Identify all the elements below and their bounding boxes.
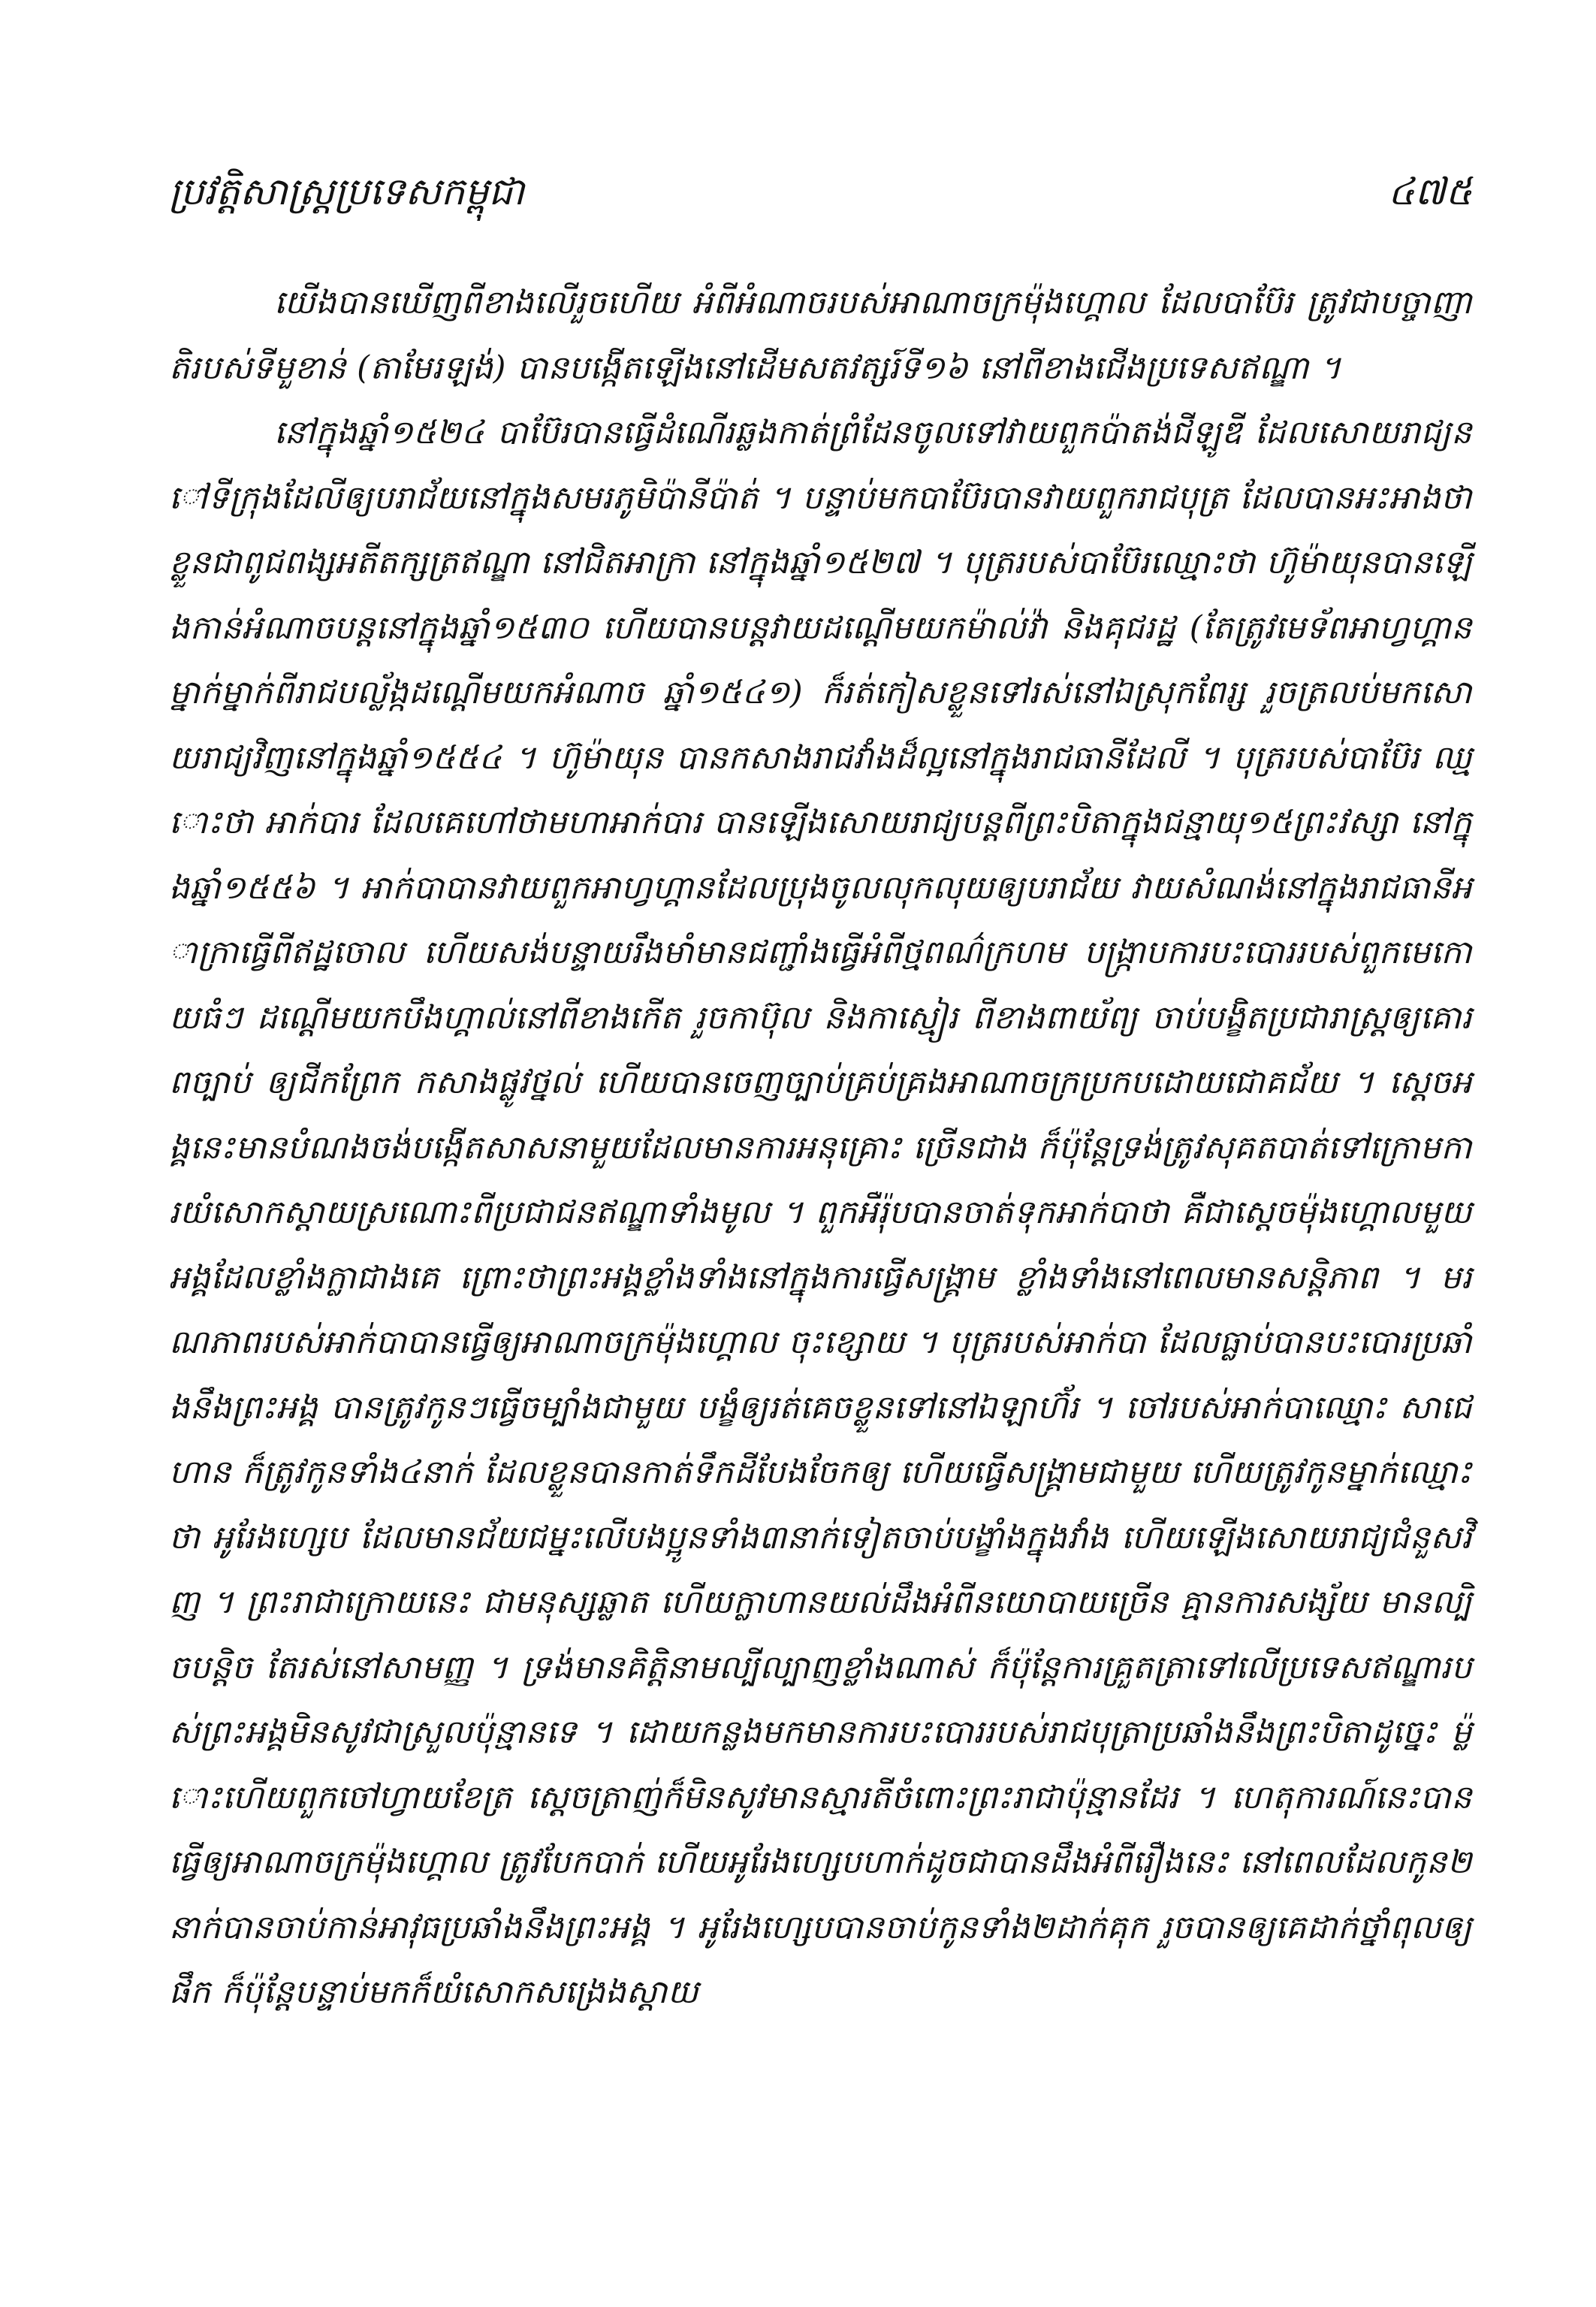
body-text (169, 270, 1472, 2025)
paragraph-main: នៅក្នុងឆ្នាំ១៥២៤ បាប៊ែរបានធ្វើដំណើរឆ្លងកាត់ព្រំដែនចូលទៅវាយពួកប៉ាតង់ជីឡូឌី ដែលសោយរាជ្យនៅទីក្រុងដែលីឲ្យបរាជ័យនៅក្នុងសមរភូមិប៉ានីប៉ាត់ ។ បន្ទាប់មកបាប៊ែរបានវាយពួករាជបុត្រ ដែលបានអះអាងថា ខ្លួនជាពូជពង្សអតីតក្សត្រឥណ្ឌា នៅជិតអាក្រា នៅក្នុងឆ្នាំ១៥២៧ ។ បុត្ររបស់បាប៊ែរឈ្មោះថា ហ៊ូម៉ាយុនបានឡើងកាន់អំណាចបន្តនៅក្នុងឆ្នាំ១៥៣០ ហើយបានបន្តវាយដណ្តើមយកម៉ាល់វ៉ា និងគុជរដ្ឋ (តែត្រូវមេទ័ពអាហ្វហ្គានម្នាក់ម្នាក់ពីរាជបល្ល័ង្កដណ្តើមយកអំណាច ឆ្នាំ១៥៤១) ក៏រត់កៀសខ្លួនទៅរស់នៅឯស្រុកពែរ្ស រួចត្រលប់មកសោយរាជ្យវិញនៅក្នុងឆ្នាំ១៥៥៤ ។ ហ៊ូម៉ាយុន បានកសាងរាជវាំងដ៏ល្អនៅក្នុងរាជធានីដែលី ។ បុត្ររបស់បាប៊ែរ ឈ្មោះថា អាក់បារ ដែលគេហៅថាមហាអាក់បារ បានឡើងសោយរាជ្យបន្តពីព្រះបិតាក្នុងជន្មាយុ១៥ព្រះវស្សា នៅក្នុងឆ្នាំ១៥៥៦ ។ អាក់បាបានវាយពួកអាហ្វហ្គានដែលប្រុងចូលលុកលុយឲ្យបរាជ័យ វាយសំណង់នៅក្នុងរាជធានីអាក្រាធ្វើពីឥដ្ឋចោល ហើយសង់បន្ទាយរឹងមាំមានជញ្ជាំងធ្វើអំពីថ្មពណ៌ក្រហម បង្ក្រាបការបះបោររបស់ពួកមេកោយធំៗ ដណ្តើមយកបឹងហ្គាល់នៅពីខាងកើត រួចកាប៊ុល និងកាស្មៀរ ពីខាងពាយ័ព្យ ចាប់បង្ខិតប្រជារាស្ត្រឲ្យគោរពច្បាប់ ឲ្យជីកព្រែក កសាងផ្លូវថ្នល់ ហើយបានចេញច្បាប់គ្រប់គ្រងអាណាចក្រប្រកបដោយជោគជ័យ ។ ស្តេចអង្គនេះមានបំណងចង់បង្កើតសាសនាមួយដែលមានការអនុគ្រោះ ច្រើនជាង ក៏ប៉ុន្តែទ្រង់ត្រូវសុគតបាត់ទៅក្រោមការយំសោកស្តាយស្រណោះពីប្រជាជនឥណ្ឌាទាំងមូល ។ ពួកអឺរ៉ុបបានចាត់ទុកអាក់បាថា គឺជាស្តេចម៉ុងហ្គោលមួយអង្គដែលខ្លាំងក្លាជាងគេ ព្រោះថាព្រះអង្គខ្លាំងទាំងនៅក្នុងការធ្វើសង្គ្រាម ខ្លាំងទាំងនៅពេលមានសន្តិភាព ។ មរណភាពរបស់អាក់បាបានធ្វើឲ្យអាណាចក្រម៉ុងហ្គោល ចុះខ្សោយ ។ បុត្ររបស់អាក់បា ដែលធ្លាប់បានបះបោរប្រឆាំងនឹងព្រះអង្គ បានត្រូវកូនៗធ្វើចម្បាំងជាមួយ បង្ខំឲ្យរត់គេចខ្លួនទៅនៅឯឡាហ៊័រ ។ ចៅរបស់អាក់បាឈ្មោះ សាជេហាន ក៏ត្រូវកូនទាំង៤នាក់ ដែលខ្លួនបានកាត់ទឹកដីបែងចែកឲ្យ ហើយធ្វើសង្គ្រាមជាមួយ ហើយត្រូវកូនម្នាក់ឈ្មោះថា អូរែងហ្សេប ដែលមានជ័យជម្នះលើបងប្អូនទាំង៣នាក់ទៀតចាប់បង្ខាំងក្នុងវាំង ហើយឡើងសោយរាជ្យជំនួសវិញ ។ ព្រះរាជាក្រោយនេះ ជាមនុស្សឆ្លាត ហើយក្លាហានយល់ដឹងអំពីនយោបាយច្រើន គ្មានការសង្ស័យ មានល្បិចបន្តិច តែរស់នៅសាមញ្ញ ។ ទ្រង់មានគិត្តិនាមល្បីល្បាញខ្លាំងណាស់ ក៏ប៉ុន្តែការគ្រួតត្រាទៅលើប្រទេសឥណ្ឌារបស់ព្រះអង្គមិនសូវជាស្រួលប៉ុន្មានទេ ។ ដោយកន្លងមកមានការបះបោររបស់រាជបុត្រាប្រឆាំងនឹងព្រះបិតាដូច្នេះ ម៉្លោះហើយពួកចៅហ្វាយខែត្រ ស្តេចត្រាញ់ក៏មិនសូវមានស្មារតីចំពោះព្រះរាជាប៉ុន្មានដែរ ។ ហេតុការណ៍នេះបានធ្វើឲ្យអាណាចក្រម៉ុងហ្គោល ត្រូវបែកបាក់ ហើយអូរែងហ្សេបហាក់ដូចជាបានដឹងអំពីរឿងនេះ នៅពេលដែលកូន២នាក់បានចាប់កាន់អាវុធប្រឆាំងនឹងព្រះអង្គ ។ អូរែងហ្សេបបានចាប់កូនទាំង២ដាក់គុក រួចបានឲ្យគេដាក់ថ្នាំពុលឲ្យផឹក ក៏ប៉ុន្តែបន្ទាប់មកក៏យំសោកសង្រេងស្តាយ (169, 414, 1472, 2011)
book-title: ប្រវត្តិសាស្ត្រប្រទេសកម្ពុជា (169, 170, 525, 213)
paragraph-intro: យើងបានឃើញពីខាងលើរួចហើយ អំពីអំណាចរបស់អាណាចក្រម៉ុងហ្គោល ដែលបាប៊ែរ ត្រូវជាបច្ចាញាតិរបស់ទីមួខាន់ (តាមែរឡង់) បានបង្កើតឡើងនៅដើមសតវត្សរ៍ទី១៦ នៅពីខាងជើងប្រទេសឥណ្ឌា ។ (169, 284, 1472, 387)
page-number: ៤៧៥ (1388, 170, 1472, 213)
running-header (169, 162, 1472, 222)
